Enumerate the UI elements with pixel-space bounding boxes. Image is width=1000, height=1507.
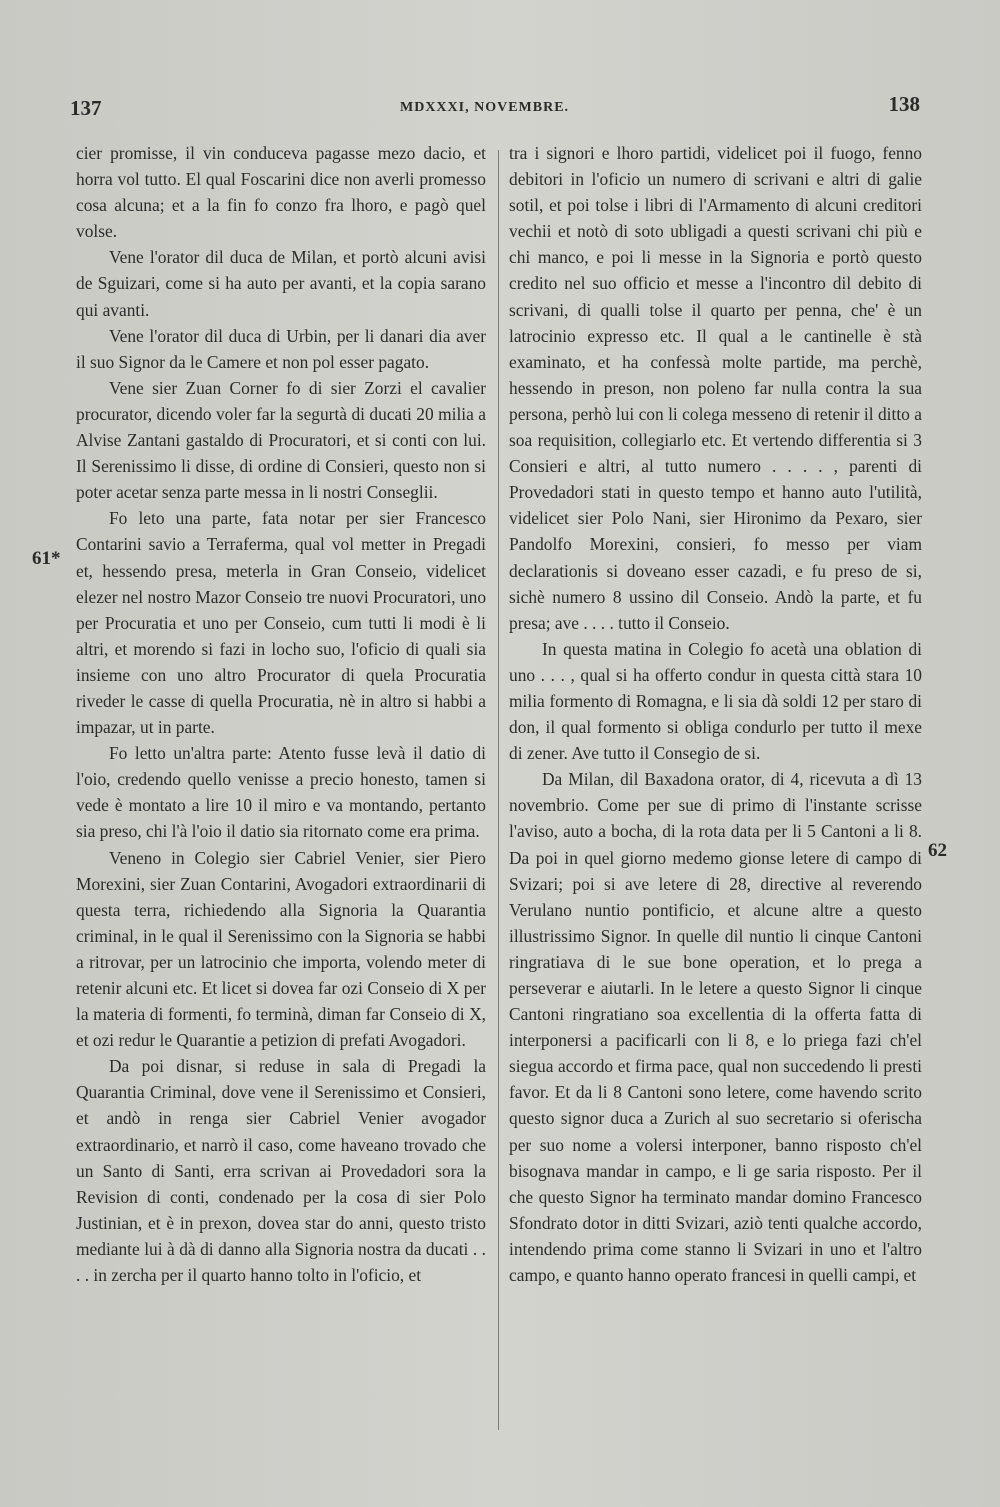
page-number-right: 138 bbox=[888, 92, 920, 116]
right-column bbox=[509, 140, 922, 1288]
page-number-left: 137 bbox=[70, 96, 102, 120]
paragraph: Da poi disnar, si reduse in sala di Pregadi la Quarantia Criminal, dove vene il Serenissimo et Consieri, et andò in renga sier Cabriel Venier avogador extraordinario, et narrò il caso, come haveano trovado che un Santo di Santi, erra scrivan ai Provedadori sora la Revision di conti, condenado per la cosa di sier Polo Justinian, et è in prexon, dovea star do anni, questo tristo mediante lui à dà di danno alla Signoria nostra da ducati . . . . in zercha per il quarto hanno tolto in l'oficio, et bbox=[76, 1056, 486, 1286]
paragraph: Vene l'orator dil duca de Milan, et portò alcuni avisi de Sguizari, come si ha auto per avanti, et la copia sarano qui avanti. bbox=[76, 247, 486, 320]
page-header bbox=[70, 92, 920, 122]
margin-note-right: 62 bbox=[928, 840, 947, 861]
running-title: MDXXXI, NOVEMBRE. bbox=[400, 100, 570, 115]
paragraph: tra i signori e lhoro partidi, videlicet poi il fuogo, fenno debitori in l'oficio un numero di scrivani e altri di galie sotil, et poi tolse i libri di l'Armamento di alcuni creditori vechii et notò di soto ubligadi a questi scrivani chi più e chi manco, e poi li messe in la Signoria e portò questo credito nel suo officio et messe a l'incontro dil debito di scrivani, di qualli tolse il quarto per penna, che' è un latrocinio expresso etc. Il qual a le cantinelle è stà examinato, et ha confessà molte partide, ma perchè, hessendo in preson, non poleno far nulla contra la sua persona, perhò lui con li colega messeno di retenir il ditto a soa requisition, collegiarlo etc. Et vertendo differentia si 3 Consieri e altri, al tutto numero . . . . , parenti di Provedadori stati in questo tempo et hanno auto l'utilità, videlicet sier Polo Nani, sier Hironimo da Pexaro, sier Pandolfo Morexini, consieri, fo messo per viam declarationis si doveano esser cazadi, e fu preso de si, sichè numero 8 ussino dil Conseio. Andò la parte, et fu presa; ave . . . . tutto il Conseio. bbox=[509, 143, 922, 633]
paragraph: In questa matina in Colegio fo acetà una oblation di uno . . . , qual si ha offerto condur in questa città stara 10 milia formento di Romagna, e li sia dà soldi 12 per staro di don, il qual formento si obliga condurlo per tutto il mexe di zener. Ave tutto il Consegio de si. bbox=[509, 638, 922, 764]
paragraph: Fo letto un'altra parte: Atento fusse levà il datio di l'oio, credendo quello venisse a precio honesto, tamen si vede è montato a lire 10 il miro e va montando, pertanto sia preso, chi l'à l'oio il datio sia ritornato come era prima. bbox=[76, 743, 486, 842]
paragraph: Vene l'orator dil duca di Urbin, per li danari dia aver il suo Signor da le Camere et non pol esser pagato. bbox=[76, 325, 486, 372]
left-column bbox=[76, 140, 486, 1288]
margin-note-left: 61* bbox=[32, 548, 61, 569]
paragraph: Vene sier Zuan Corner fo di sier Zorzi el cavalier procurator, dicendo voler far la segurtà di ducati 20 milia a Alvise Zantani gastaldo di Procuratori, et si conti con lui. Il Serenissimo li disse, di ordine di Consieri, questo non si poter acetar senza parte messa in li nostri Conseglii. bbox=[76, 377, 486, 503]
paragraph: Veneno in Colegio sier Cabriel Venier, sier Piero Morexini, sier Zuan Contarini, Avogadori extraordinarii di questa terra, richiedendo alla Signoria la Quarantia criminal, in le qual il Serenissimo con la Signoria se habbi a ritrovar, per un latrocinio che importa, volendo meter di retenir alcuni etc. Et licet si dovea far ozi Conseio di X per la materia di formenti, fo terminà, diman far Conseio di X, et ozi redur le Quarantie a petizion di prefati Avogadori. bbox=[76, 847, 486, 1051]
paragraph: Fo leto una parte, fata notar per sier Francesco Contarini savio a Terraferma, qual vol metter in Pregadi et, hessendo presa, meterla in Gran Conseio, videlicet elezer nel nostro Mazor Conseio tre nuovi Procuratori, uno per Procuratia et uno per Conseio, cum tutti li modi è li altri, et morendo si fazi in locho suo, l'oficio di quali sia insieme con uno altro Procurator di quela Procuratia riveder le casse di quella Procuratia, nè in altro si habbi a impazar, ut in parte. bbox=[76, 508, 487, 738]
paragraph: cier promisse, il vin conduceva pagasse mezo dacio, et horra vol tutto. El qual Foscarini dice non averli promesso cosa alcuna; et a la fin fo conzo fra lhoro, e pagò quel volse. bbox=[76, 143, 486, 242]
paragraph: Da Milan, dil Baxadona orator, di 4, ricevuta a dì 13 novembrio. Come per sue di primo di l'instante scrisse l'aviso, auto a bocha, di la rota data per li 5 Cantoni a li 8. Da poi in quel giorno medemo gionse letere di campo di Svizari; poi si ave letere di 28, directive al reverendo Verulano nuntio pontificio, et alcune altre a questo illustrissimo Signor. In quelle dil nuntio li cinque Cantoni ringratiava di le sue bone operation, et lo prega a perseverar e aiutarli. In le letere a questo Signor li cinque Cantoni ringratiano soa excellentia di la offerta fatta di interponersi a pacificarli con li 8, e lo priega fazi ch'el siegua accordo et firma pace, qual non succedendo li presti favor. Et da li 8 Cantoni sono letere, come havendo scrito questo signor duca a Zurich al suo secretario si oferischa per suo nome a volersi interponer, banno risposto ch'el bisognava mandar in campo, e li ge saria risposto. Per il che questo Signor ha terminato mandar domino Francesco Sfondrato dotor in ditti Svizari, aziò tenti qualche accordo, intendendo prima come stanno li Svizari in uno et l'altro campo, e quanto hanno operato francesi in quelli campi, et bbox=[509, 769, 922, 1286]
column-divider bbox=[498, 150, 499, 1430]
